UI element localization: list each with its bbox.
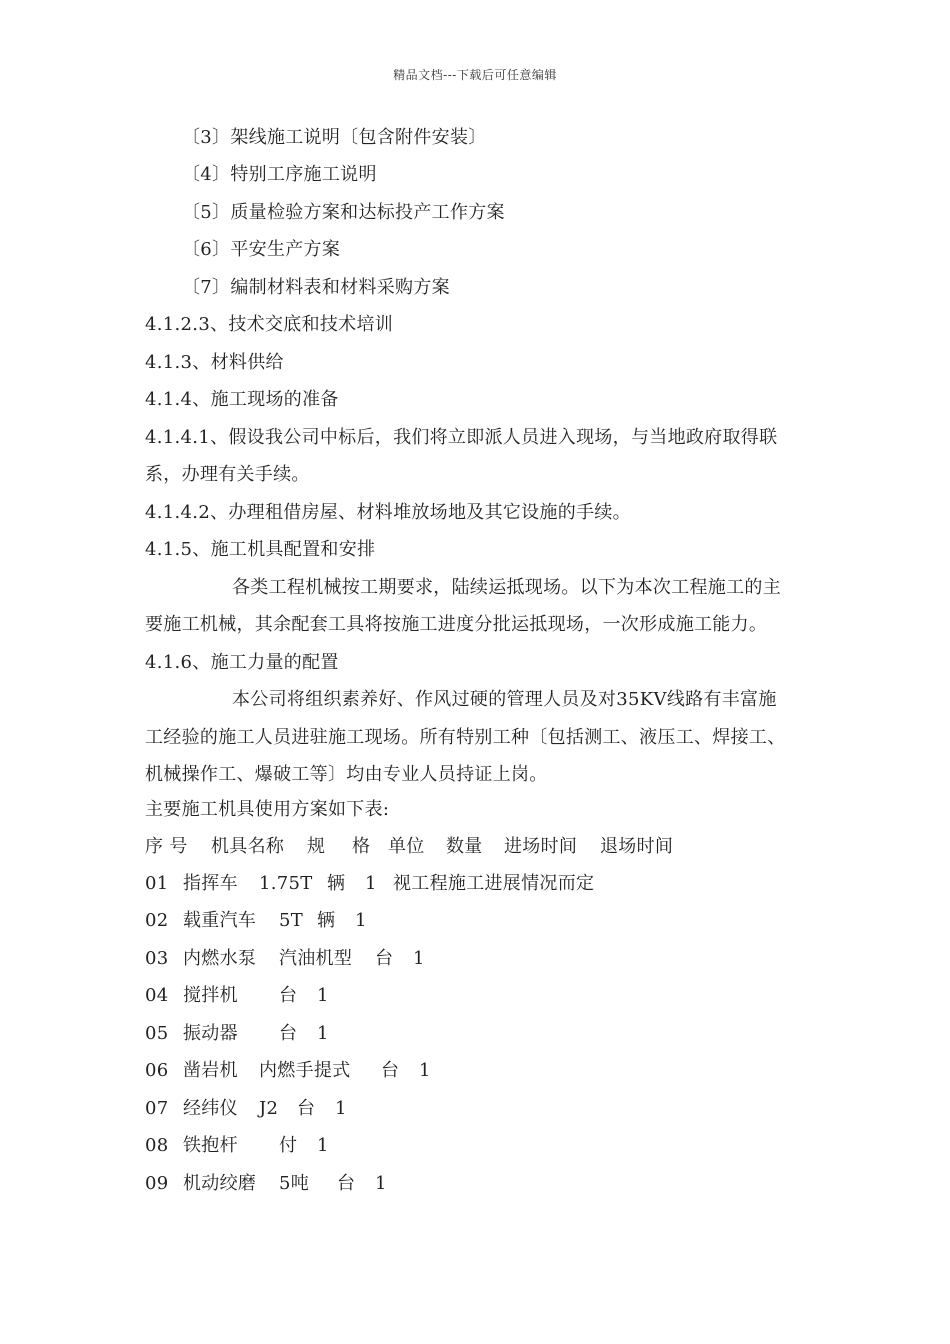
table-row (145, 909, 367, 933)
table-row (145, 947, 425, 971)
section-heading: 4.1.3、材料供给 (145, 352, 284, 373)
cell: 03 (145, 948, 169, 969)
cell: 台 (375, 948, 394, 969)
section-heading: 4.1.4、施工现场的准备 (145, 389, 339, 410)
paragraph-line: 机械操作工、爆破工等〕均由专业人员持证上岗。 (145, 764, 548, 785)
table-row (145, 1172, 387, 1196)
cell: 辆 (327, 873, 346, 894)
cell: 载重汽车 (183, 910, 257, 931)
paragraph-line: 4.1.4.2、办理租借房屋、材料堆放场地及其它设施的手续。 (145, 502, 631, 523)
section-heading: 4.1.5、施工机具配置和安排 (145, 539, 376, 560)
table-row (145, 1022, 329, 1046)
cell: 02 (145, 910, 169, 931)
table-row (145, 1097, 347, 1121)
cell: 视工程施工进展情况而定 (393, 873, 595, 894)
header-cell: 规 (307, 836, 326, 857)
cell: 1 (413, 948, 425, 969)
cell: 1.75T (259, 873, 313, 894)
cell: J2 (259, 1098, 279, 1119)
header-cell: 格 (352, 836, 371, 857)
table-row (145, 1059, 431, 1083)
cell: 台 (297, 1098, 316, 1119)
list-item: 〔3〕架线施工说明〔包含附件安装〕 (182, 127, 487, 148)
cell: 1 (317, 985, 329, 1006)
header-cell: 退场时间 (600, 836, 674, 857)
cell: 5吨 (279, 1173, 310, 1194)
cell: 1 (365, 873, 377, 894)
table-row (145, 984, 329, 1008)
list-item: 〔6〕平安生产方案 (182, 239, 341, 260)
paragraph-line: 本公司将组织素养好、作风过硬的管理人员及对35KV线路有丰富施 (232, 689, 777, 710)
cell: 经纬仪 (183, 1098, 238, 1119)
cell: 辆 (317, 910, 336, 931)
cell: 1 (317, 1023, 329, 1044)
page-header: 精品文档---下载后可任意编辑 (393, 68, 557, 82)
table-intro: 主要施工机具使用方案如下表: (145, 799, 390, 820)
cell: 1 (317, 1135, 329, 1156)
cell: 07 (145, 1098, 169, 1119)
list-item: 〔4〕特别工序施工说明 (182, 164, 377, 185)
table-row (145, 872, 594, 896)
cell: 内燃水泵 (183, 948, 257, 969)
paragraph-line: 系，办理有关手续。 (145, 464, 310, 485)
paragraph-line: 要施工机械，其余配套工具将按施工进度分批运抵现场，一次形成施工能力。 (145, 614, 768, 635)
header-cell: 序 号 (145, 836, 188, 857)
cell: 1 (355, 910, 367, 931)
cell: 台 (279, 985, 298, 1006)
cell: 1 (375, 1173, 387, 1194)
cell: 1 (335, 1098, 347, 1119)
cell: 台 (337, 1173, 356, 1194)
cell: 指挥车 (183, 873, 238, 894)
table-header (145, 835, 673, 859)
cell: 台 (381, 1060, 400, 1081)
list-item: 〔5〕质量检验方案和达标投产工作方案 (182, 202, 505, 223)
paragraph-line: 工经验的施工人员进驻施工现场。所有特别工种〔包括测工、液压工、焊接工、 (145, 727, 786, 748)
cell: 凿岩机 (183, 1060, 238, 1081)
paragraph-line: 各类工程机械按工期要求，陆续运抵现场。以下为本次工程施工的主 (232, 577, 781, 598)
header-cell: 机具名称 (211, 836, 285, 857)
cell: 04 (145, 985, 169, 1006)
list-item: 〔7〕编制材料表和材料采购方案 (182, 277, 450, 298)
paragraph-line: 4.1.4.1、假设我公司中标后，我们将立即派人员进入现场，与当地政府取得联 (145, 427, 778, 448)
cell: 01 (145, 873, 169, 894)
cell: 铁抱杆 (183, 1135, 238, 1156)
header-cell: 单位 (388, 836, 425, 857)
cell: 汽油机型 (279, 948, 353, 969)
section-heading: 4.1.2.3、技术交底和技术培训 (145, 314, 394, 335)
cell: 付 (279, 1135, 298, 1156)
cell: 06 (145, 1060, 169, 1081)
cell: 08 (145, 1135, 169, 1156)
header-cell: 数量 (446, 836, 483, 857)
cell: 搅拌机 (183, 985, 238, 1006)
cell: 5T (279, 910, 304, 931)
table-row (145, 1134, 329, 1158)
cell: 内燃手提式 (259, 1060, 351, 1081)
cell: 05 (145, 1023, 169, 1044)
header-cell: 进场时间 (504, 836, 578, 857)
cell: 振动器 (183, 1023, 238, 1044)
cell: 09 (145, 1173, 169, 1194)
cell: 机动绞磨 (183, 1173, 257, 1194)
section-heading: 4.1.6、施工力量的配置 (145, 652, 339, 673)
cell: 台 (279, 1023, 298, 1044)
cell: 1 (419, 1060, 431, 1081)
